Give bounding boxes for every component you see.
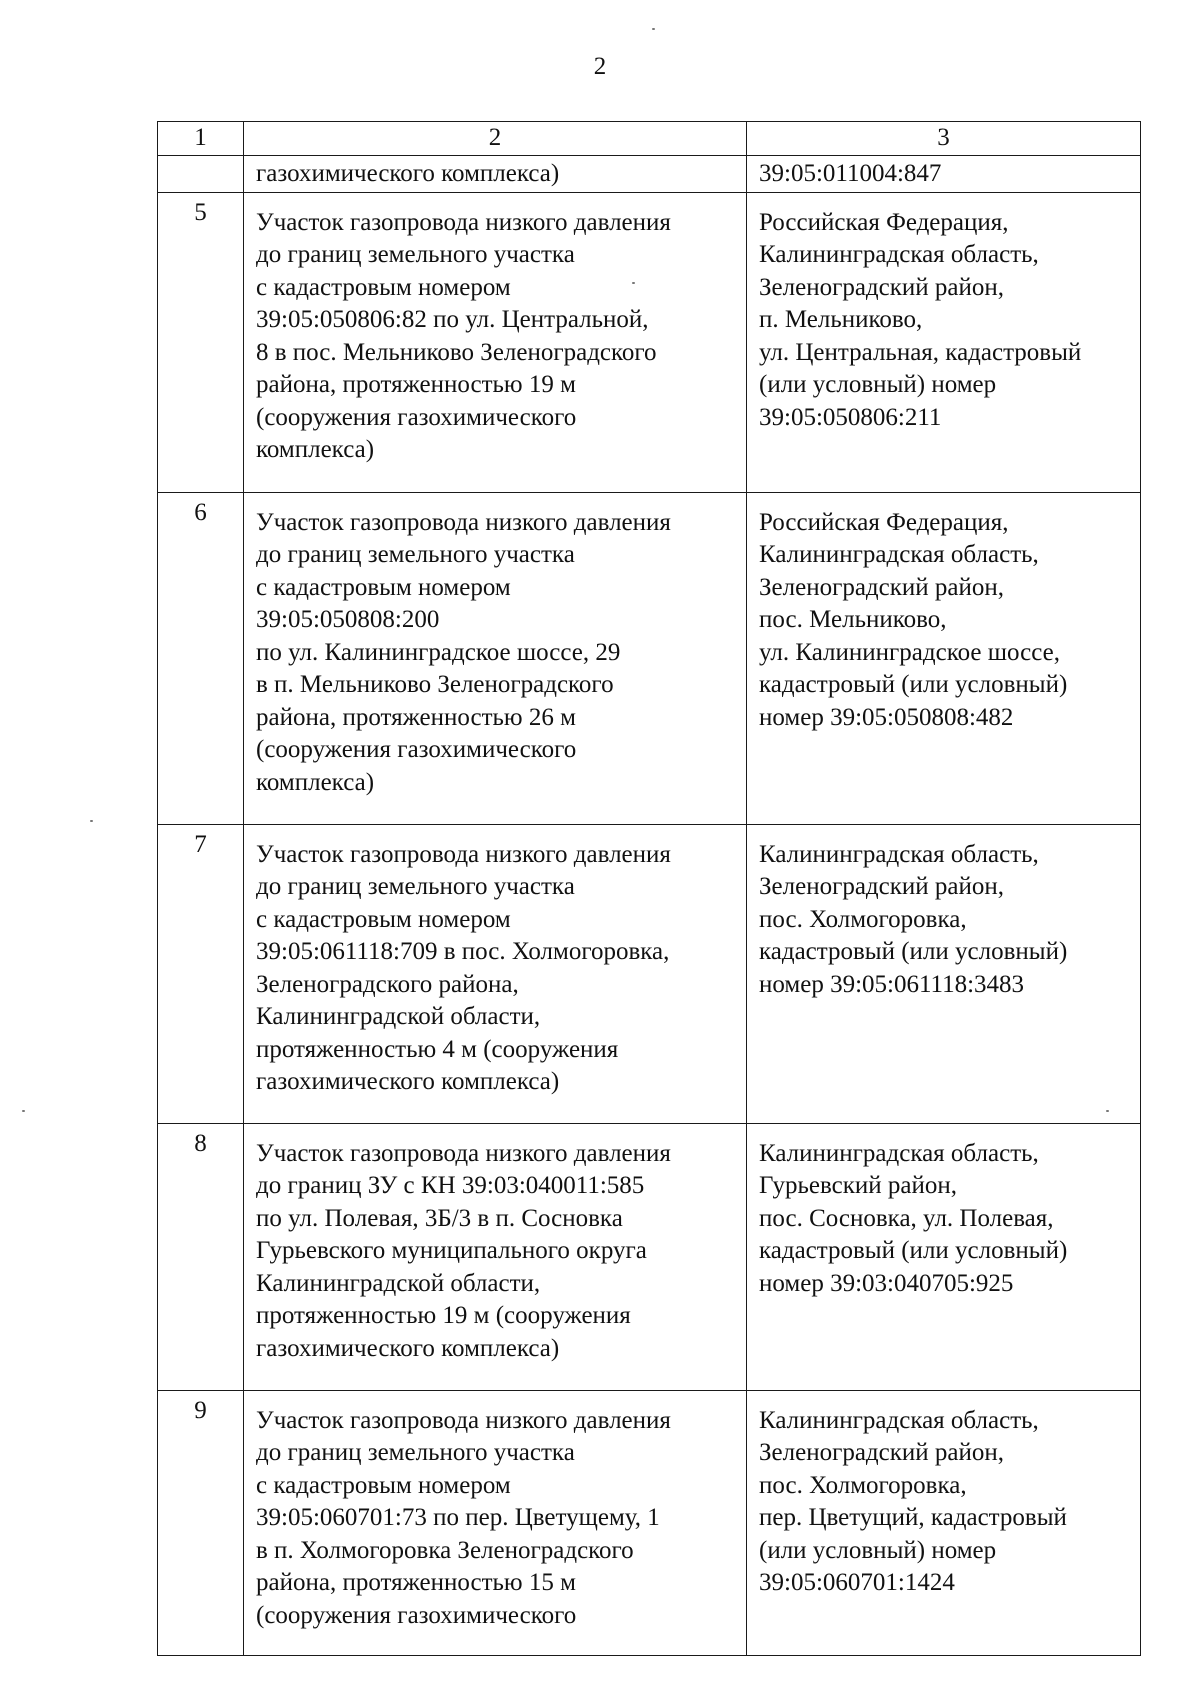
row-number-cell: 8 bbox=[158, 1123, 244, 1390]
row-number-cell bbox=[158, 155, 244, 192]
row-description-cell: Участок газопровода низкого давления до границ земельного участка с кадастровым номером 39:05:050808:200 по ул. Калининградское шоссе, 29 в п. Мельниково Зеленоградского района, протяженностью 26 м (сооружения газохимического комплекса) bbox=[244, 492, 747, 824]
table-row-continuation bbox=[158, 155, 1141, 192]
row-description-cell: Участок газопровода низкого давления до границ земельного участка с кадастровым номером 39:05:050806:82 по ул. Центральной, 8 в пос. Мельниково Зеленоградского района, протяженностью 19 м (сооружения газохимического комплекса) bbox=[244, 192, 747, 492]
row-location-cell: Калининградская область, Зеленоградский район, пос. Холмогоровка, кадастровый (или условный) номер 39:05:061118:3483 bbox=[747, 824, 1141, 1123]
table-row bbox=[158, 492, 1141, 824]
column-header-location: 3 bbox=[747, 122, 1141, 156]
objects-table bbox=[157, 121, 1141, 1656]
row-number-cell: 6 bbox=[158, 492, 244, 824]
row-number-cell: 7 bbox=[158, 824, 244, 1123]
row-description-cell: Участок газопровода низкого давления до границ ЗУ с КН 39:03:040011:585 по ул. Полевая, 3Б/3 в п. Сосновка Гурьевского муниципального округа Калининградской области, протяженностью 19 м (сооружения газохимического комплекса) bbox=[244, 1123, 747, 1390]
table-row bbox=[158, 824, 1141, 1123]
row-location-cell: Российская Федерация, Калининградская область, Зеленоградский район, п. Мельниково, ул. Центральная, кадастровый (или условный) номер 39:05:050806:211 bbox=[747, 192, 1141, 492]
scan-speck bbox=[22, 1110, 25, 1112]
row-description-cell: Участок газопровода низкого давления до границ земельного участка с кадастровым номером 39:05:060701:73 по пер. Цветущему, 1 в п. Холмогоровка Зеленоградского района, протяженностью 15 м (сооружения газохимического bbox=[244, 1390, 747, 1655]
table-row bbox=[158, 192, 1141, 492]
row-number-cell: 5 bbox=[158, 192, 244, 492]
scan-speck bbox=[1106, 1110, 1109, 1112]
row-location-cell: Калининградская область, Гурьевский район, пос. Сосновка, ул. Полевая, кадастровый (или условный) номер 39:03:040705:925 bbox=[747, 1123, 1141, 1390]
column-header-number: 1 bbox=[158, 122, 244, 156]
table-header-row bbox=[158, 122, 1141, 156]
scan-speck bbox=[90, 820, 93, 822]
row-location-cell: 39:05:011004:847 bbox=[747, 155, 1141, 192]
scan-speck bbox=[632, 282, 635, 284]
table-row bbox=[158, 1390, 1141, 1655]
row-location-cell: Российская Федерация, Калининградская область, Зеленоградский район, пос. Мельниково, ул. Калининградское шоссе, кадастровый (или условный) номер 39:05:050808:482 bbox=[747, 492, 1141, 824]
scan-speck bbox=[652, 28, 655, 30]
page-number: 2 bbox=[593, 53, 607, 80]
column-header-description: 2 bbox=[244, 122, 747, 156]
row-description-cell: Участок газопровода низкого давления до границ земельного участка с кадастровым номером 39:05:061118:709 в пос. Холмогоровка, Зеленоградского района, Калининградской области, протяженностью 4 м (сооружения газохимического комплекса) bbox=[244, 824, 747, 1123]
row-number-cell: 9 bbox=[158, 1390, 244, 1655]
row-location-cell: Калининградская область, Зеленоградский район, пос. Холмогоровка, пер. Цветущий, кадастровый (или условный) номер 39:05:060701:1424 bbox=[747, 1390, 1141, 1655]
table-row bbox=[158, 1123, 1141, 1390]
row-description-cell: газохимического комплекса) bbox=[244, 155, 747, 192]
